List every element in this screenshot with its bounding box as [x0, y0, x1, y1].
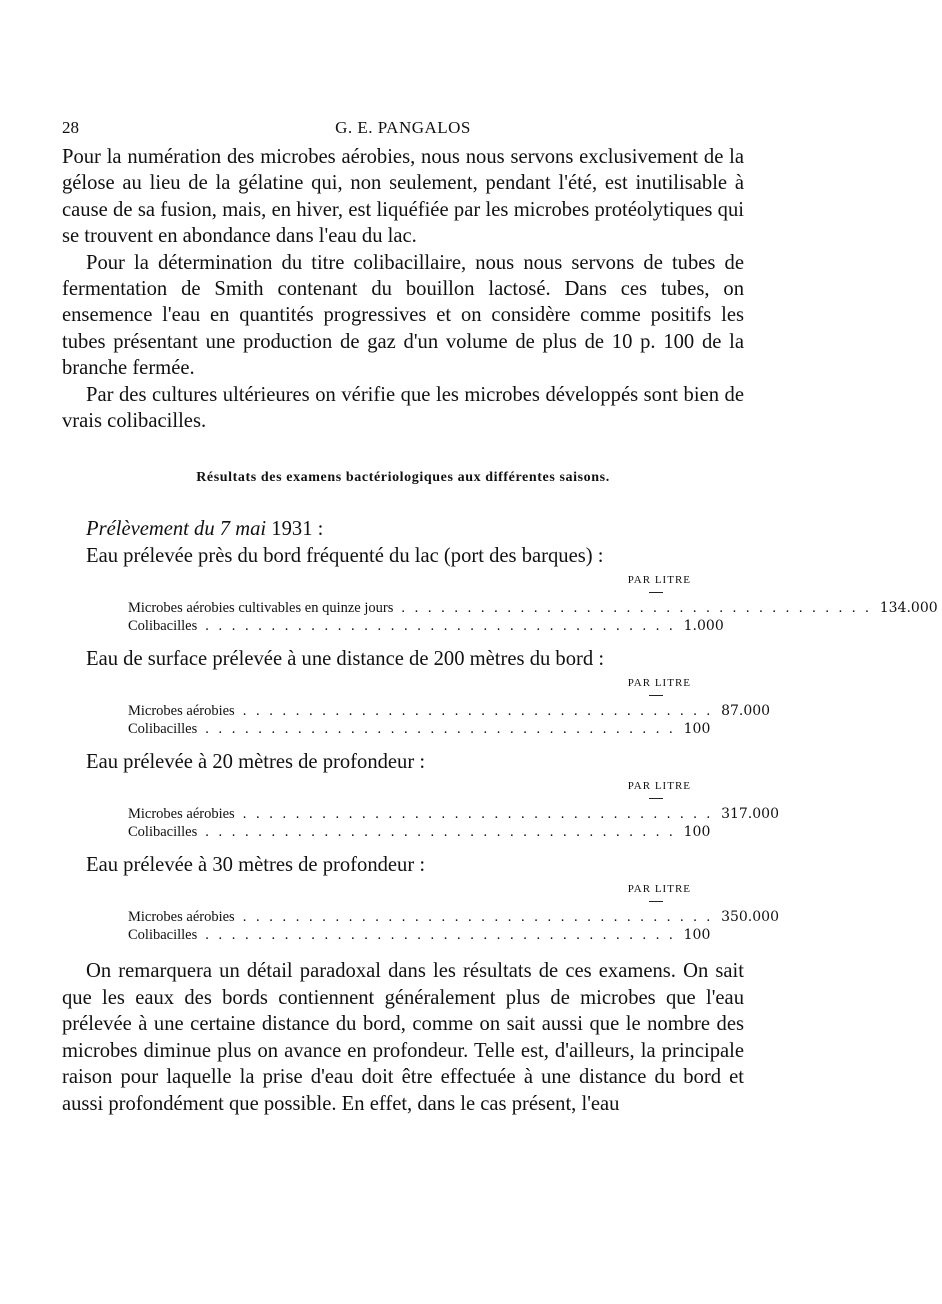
- sample-table: [128, 574, 938, 635]
- unit-label: [128, 780, 691, 799]
- table-row: [128, 617, 724, 635]
- row-label: Microbes aérobies cultivables en quinze jours: [128, 600, 394, 617]
- running-head: G. E. PANGALOS: [335, 118, 471, 137]
- leader-dots: . . . . . . . . . . . . . . . . . . . . . . . . . . . . . . . . . . . .: [205, 927, 676, 944]
- row-value: 134.000: [879, 600, 938, 617]
- sample-title: Eau prélevée à 20 mètres de profondeur :: [86, 751, 426, 774]
- page: [62, 110, 938, 1117]
- leader-dots: . . . . . . . . . . . . . . . . . . . . . . . . . . . . . . . . . . . .: [242, 806, 714, 823]
- row-value: 100: [683, 927, 711, 944]
- row-label: Microbes aérobies: [128, 909, 235, 926]
- row-label: Microbes aérobies: [128, 703, 235, 720]
- unit-dash: [649, 592, 663, 593]
- row-value: 100: [683, 824, 711, 841]
- page-header: [62, 110, 744, 144]
- sample-date-year: 1931 :: [271, 518, 324, 541]
- closing-paragraph: On remarquera un détail paradoxal dans les résultats de ces examens. On sait que les eaux des bords contiennent généralement plus de microbes que l'eau prélevée à une certaine distance du bord, comme on sait aussi que le nombre des microbes diminue plus on avance en profondeur. Telle est, d'ailleurs, la principale raison pour laquelle la prise d'eau doit être effectuée à une distance du bord et aussi profondément que possible. En effet, dans le cas présent, l'eau: [62, 960, 744, 1115]
- table-row: [128, 823, 711, 841]
- leader-dots: . . . . . . . . . . . . . . . . . . . . . . . . . . . . . . . . . . . .: [205, 721, 676, 738]
- leader-dots: . . . . . . . . . . . . . . . . . . . . . . . . . . . . . . . . . . . .: [242, 703, 714, 720]
- leader-dots: . . . . . . . . . . . . . . . . . . . . . . . . . . . . . . . . . . . .: [242, 909, 714, 926]
- row-value: 1.000: [683, 618, 724, 635]
- unit-dash: [649, 695, 663, 696]
- paragraph-numeration: Pour la numération des microbes aérobies, nous nous servons exclusivement de la gélose au lieu de la gélatine qui, non seulement, pendant l'été, est inutilisable à cause de sa fusion, mais, en hiver, est liquéfiée par les microbes protéolytiques qui se trouvent en abondance dans l'eau du lac.: [62, 146, 744, 248]
- sample-title: Eau de surface prélevée à une distance de 200 mètres du bord :: [86, 648, 605, 671]
- page-number: 28: [62, 118, 79, 137]
- table-row: [128, 720, 711, 738]
- leader-dots: . . . . . . . . . . . . . . . . . . . . . . . . . . . . . . . . . . . .: [205, 618, 676, 635]
- unit-dash: [649, 798, 663, 799]
- row-value: 350.000: [721, 909, 779, 926]
- table-row: [128, 926, 711, 944]
- row-label: Colibacilles: [128, 824, 198, 841]
- sample-date-prefix: Prélèvement du 7 mai: [86, 518, 267, 541]
- paragraph-titre-colibacillaire: Pour la détermination du titre colibacillaire, nous nous servons de tubes de fermentation de Smith contenant du bouillon lactosé. Dans ces tubes, on ensemence l'eau en quantités progressives et on considère comme positifs les tubes présentant une production de gaz d'un volume de plus de 10 p. 100 de la branche fermée.: [62, 251, 744, 380]
- row-label: Colibacilles: [128, 927, 198, 944]
- sample-date: [86, 516, 744, 542]
- row-label: Colibacilles: [128, 618, 198, 635]
- sample-title: Eau prélevée près du bord fréquenté du lac (port des barques) :: [86, 545, 604, 568]
- row-value: 317.000: [721, 806, 779, 823]
- row-value: 87.000: [721, 703, 771, 720]
- row-value: 100: [683, 721, 711, 738]
- unit-text: PAR LITRE: [627, 677, 691, 690]
- sample-table: [128, 780, 779, 841]
- table-row: [128, 805, 779, 823]
- row-label: Microbes aérobies: [128, 806, 235, 823]
- table-row: [128, 702, 771, 720]
- leader-dots: . . . . . . . . . . . . . . . . . . . . . . . . . . . . . . . . . . . .: [205, 824, 676, 841]
- sample-title: Eau prélevée à 30 mètres de profondeur :: [86, 854, 426, 877]
- unit-label: [128, 677, 691, 696]
- sample-table: [128, 883, 779, 944]
- row-label: Colibacilles: [128, 721, 198, 738]
- unit-text: PAR LITRE: [627, 780, 691, 793]
- table-row: [128, 908, 779, 926]
- unit-dash: [649, 901, 663, 902]
- unit-text: PAR LITRE: [627, 574, 691, 587]
- section-heading: Résultats des examens bactériologiques aux différentes saisons.: [196, 470, 610, 486]
- unit-text: PAR LITRE: [627, 883, 691, 896]
- unit-label: [128, 883, 691, 902]
- sample-table: [128, 677, 771, 738]
- leader-dots: . . . . . . . . . . . . . . . . . . . . . . . . . . . . . . . . . . . .: [401, 600, 872, 617]
- table-row: [128, 599, 938, 617]
- paragraph-cultures: Par des cultures ultérieures on vérifie que les microbes développés sont bien de vrais colibacilles.: [62, 383, 744, 433]
- unit-label: [128, 574, 691, 593]
